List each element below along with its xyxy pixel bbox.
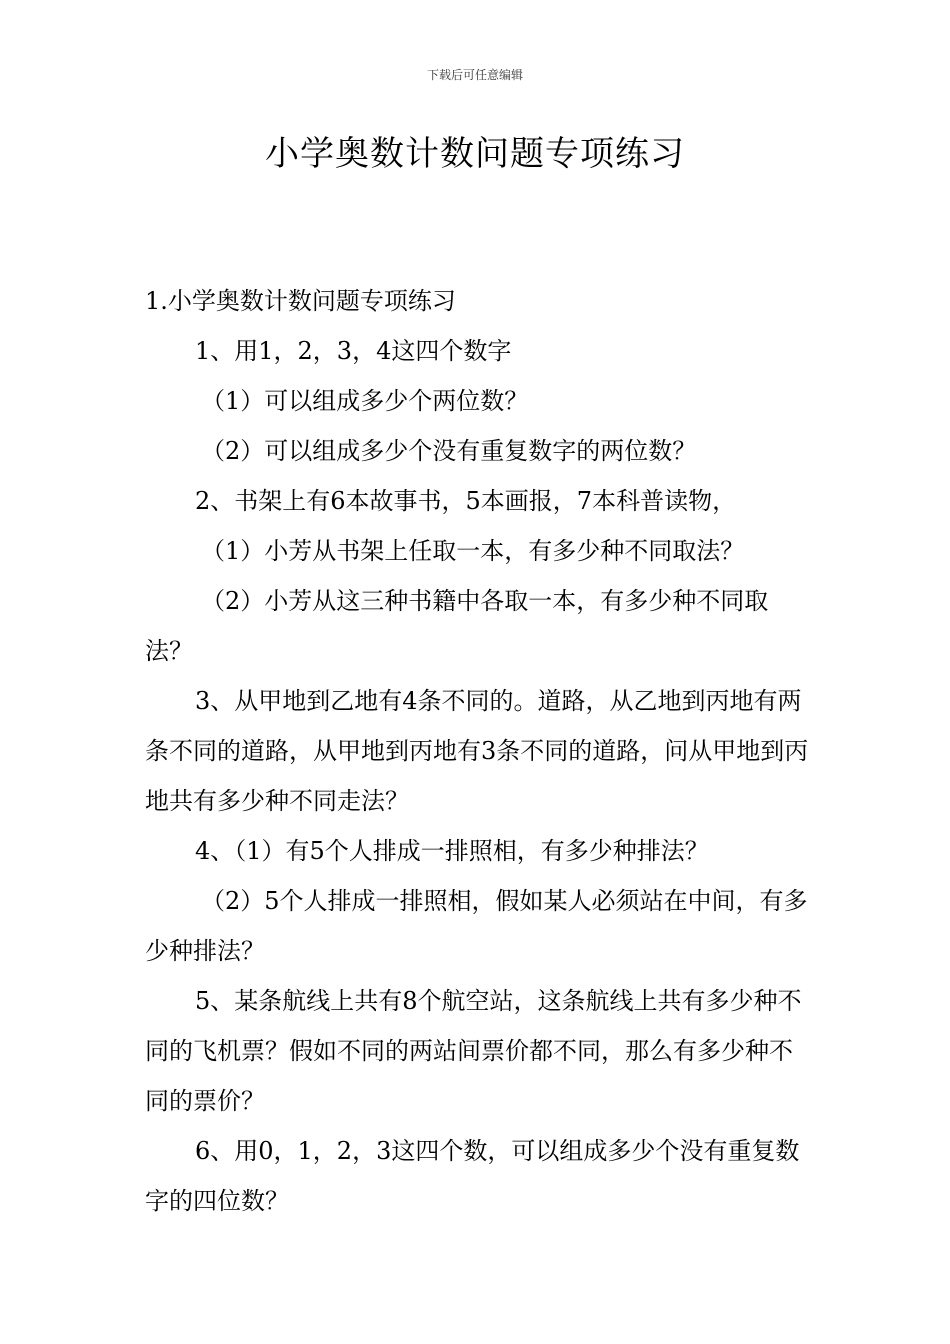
question-6: 6、用0，1，2，3这四个数，可以组成多少个没有重复数字的四位数？ (145, 1137, 800, 1215)
question-4-part-1: 4、（1）有5个人排成一排照相，有多少种排法？ (195, 837, 709, 865)
question-3: 3、从甲地到乙地有4条不同的。道路，从乙地到丙地有两条不同的道路，从甲地到丙地有3条不同的道路，问从甲地到丙地共有多少种不同走法？ (145, 687, 809, 815)
header-note: 下载后可任意编辑 (426, 68, 523, 82)
question-2-part-2: （2）小芳从这三种书籍中各取一本，有多少种不同取法？ (145, 587, 769, 665)
question-4-part-2: （2）5个人排成一排照相，假如某人必须站在中间，有多少种排法？ (145, 887, 808, 965)
document-body (145, 276, 810, 1226)
question-2: 2、书架上有6本故事书，5本画报，7本科普读物， (195, 487, 737, 515)
question-1: 1、用1，2，3，4这四个数字 (195, 337, 512, 365)
section-heading: 1.小学奥数计数问题专项练习 (145, 287, 456, 315)
question-1-part-2: （2）可以组成多少个没有重复数字的两位数？ (201, 437, 697, 465)
question-2-part-1: （1）小芳从书架上任取一本，有多少种不同取法？ (201, 537, 745, 565)
question-1-part-1: （1）可以组成多少个两位数？ (201, 387, 529, 415)
question-5: 5、某条航线上共有8个航空站，这条航线上共有多少种不同的飞机票？假如不同的两站间票价都不同，那么有多少种不同的票价？ (145, 987, 802, 1115)
page-title: 小学奥数计数问题专项练习 (265, 134, 685, 174)
